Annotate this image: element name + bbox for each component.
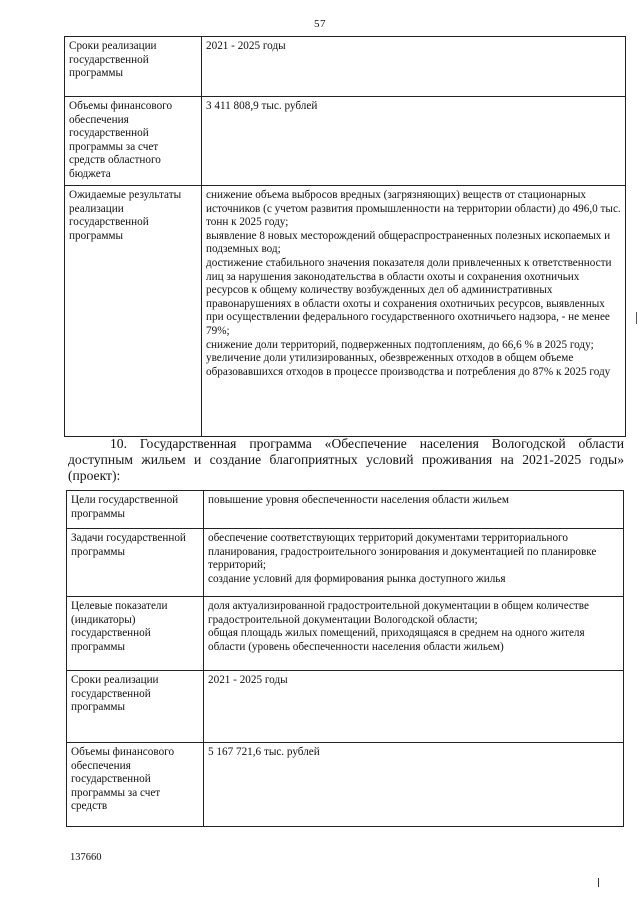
value-line: 5 167 721,6 тыс. рублей bbox=[208, 746, 320, 758]
passport-table-2 bbox=[66, 490, 624, 827]
value-line: общая площадь жилых помещений, приходящаяся в среднем на одного жителя области (уровень обеспеченности населения области жильем) bbox=[208, 627, 585, 653]
row-label: Объемы финансового обеспечения государственной программы за счет средств областного бюджета bbox=[65, 97, 202, 186]
table-row bbox=[67, 491, 624, 529]
value-line: обеспечение соответствующих территорий документами территориального планирования, градостроительного зонирования и документацией по планировке территорий; bbox=[208, 532, 597, 572]
row-value bbox=[204, 491, 624, 529]
table-row bbox=[67, 743, 624, 827]
value-line: достижение стабильного значения показателя доли привлеченных к ответственности лиц за нарушения законодательства в области охоты и сохранения охотничьих ресурсов к общему количеству возбужденных дел об административных правонарушениях в области охоты и сохранения охотничьих ресурсов, выявленных при осуществлении федерального государственного охотничьего надзора, - не менее 79%; bbox=[206, 256, 612, 337]
table-row bbox=[67, 597, 624, 671]
document-code: 137660 bbox=[70, 852, 102, 863]
section-heading: 10. Государственная программа «Обеспечение населения Вологодской области доступным жильем и создание благоприятных условий проживания на 2021-2025 годы» (проект): bbox=[68, 436, 624, 483]
row-value bbox=[204, 743, 624, 827]
row-value bbox=[202, 37, 626, 97]
value-line: доля актуализированной градостроительной документации в общем количестве градостроительной документации Вологодской области; bbox=[208, 600, 589, 626]
row-label: Целевые показатели (индикаторы) государственной программы bbox=[67, 597, 204, 671]
value-line: повышение уровня обеспеченности населения области жильем bbox=[208, 494, 509, 506]
row-label: Ожидаемые результаты реализации государственной программы bbox=[65, 186, 202, 437]
row-value bbox=[204, 671, 624, 743]
row-value bbox=[202, 186, 626, 437]
row-value bbox=[204, 529, 624, 597]
row-label: Цели государственной программы bbox=[67, 491, 204, 529]
table-row bbox=[65, 97, 626, 186]
row-label: Сроки реализации государственной программы bbox=[65, 37, 202, 97]
row-label: Сроки реализации государственной программы bbox=[67, 671, 204, 743]
row-value bbox=[202, 97, 626, 186]
row-value bbox=[204, 597, 624, 671]
table-row bbox=[67, 671, 624, 743]
value-line: 2021 - 2025 годы bbox=[208, 674, 288, 686]
page-number: 57 bbox=[314, 18, 326, 30]
value-line: 2021 - 2025 годы bbox=[206, 40, 286, 52]
scan-mark bbox=[636, 312, 637, 324]
value-line: выявление 8 новых месторождений общераспространенных полезных ископаемых и подземных вод; bbox=[206, 229, 611, 256]
table-row bbox=[65, 186, 626, 437]
row-label: Задачи государственной программы bbox=[67, 529, 204, 597]
value-line: увеличение доли утилизированных, обезвреженных отходов в общем объеме образовавшихся отходов в процессе производства и потребления до 87% к 2025 году bbox=[206, 352, 611, 378]
value-line: снижение доли территорий, подверженных подтоплениям, до 66,6 % в 2025 году; bbox=[206, 338, 594, 351]
table-row bbox=[67, 529, 624, 597]
value-line: создание условий для формирования рынка доступного жилья bbox=[208, 572, 506, 585]
value-line: снижение объема выбросов вредных (загрязняющих) веществ от стационарных источников (с учетом развития промышленности на территории области) до 496,0 тыс. тонн к 2025 году; bbox=[206, 189, 621, 229]
table-row bbox=[65, 37, 626, 97]
value-line: 3 411 808,9 тыс. рублей bbox=[206, 100, 318, 112]
row-label: Объемы финансового обеспечения государственной программы за счет средств bbox=[67, 743, 204, 827]
passport-table-1 bbox=[64, 36, 626, 437]
scan-mark bbox=[598, 878, 599, 887]
